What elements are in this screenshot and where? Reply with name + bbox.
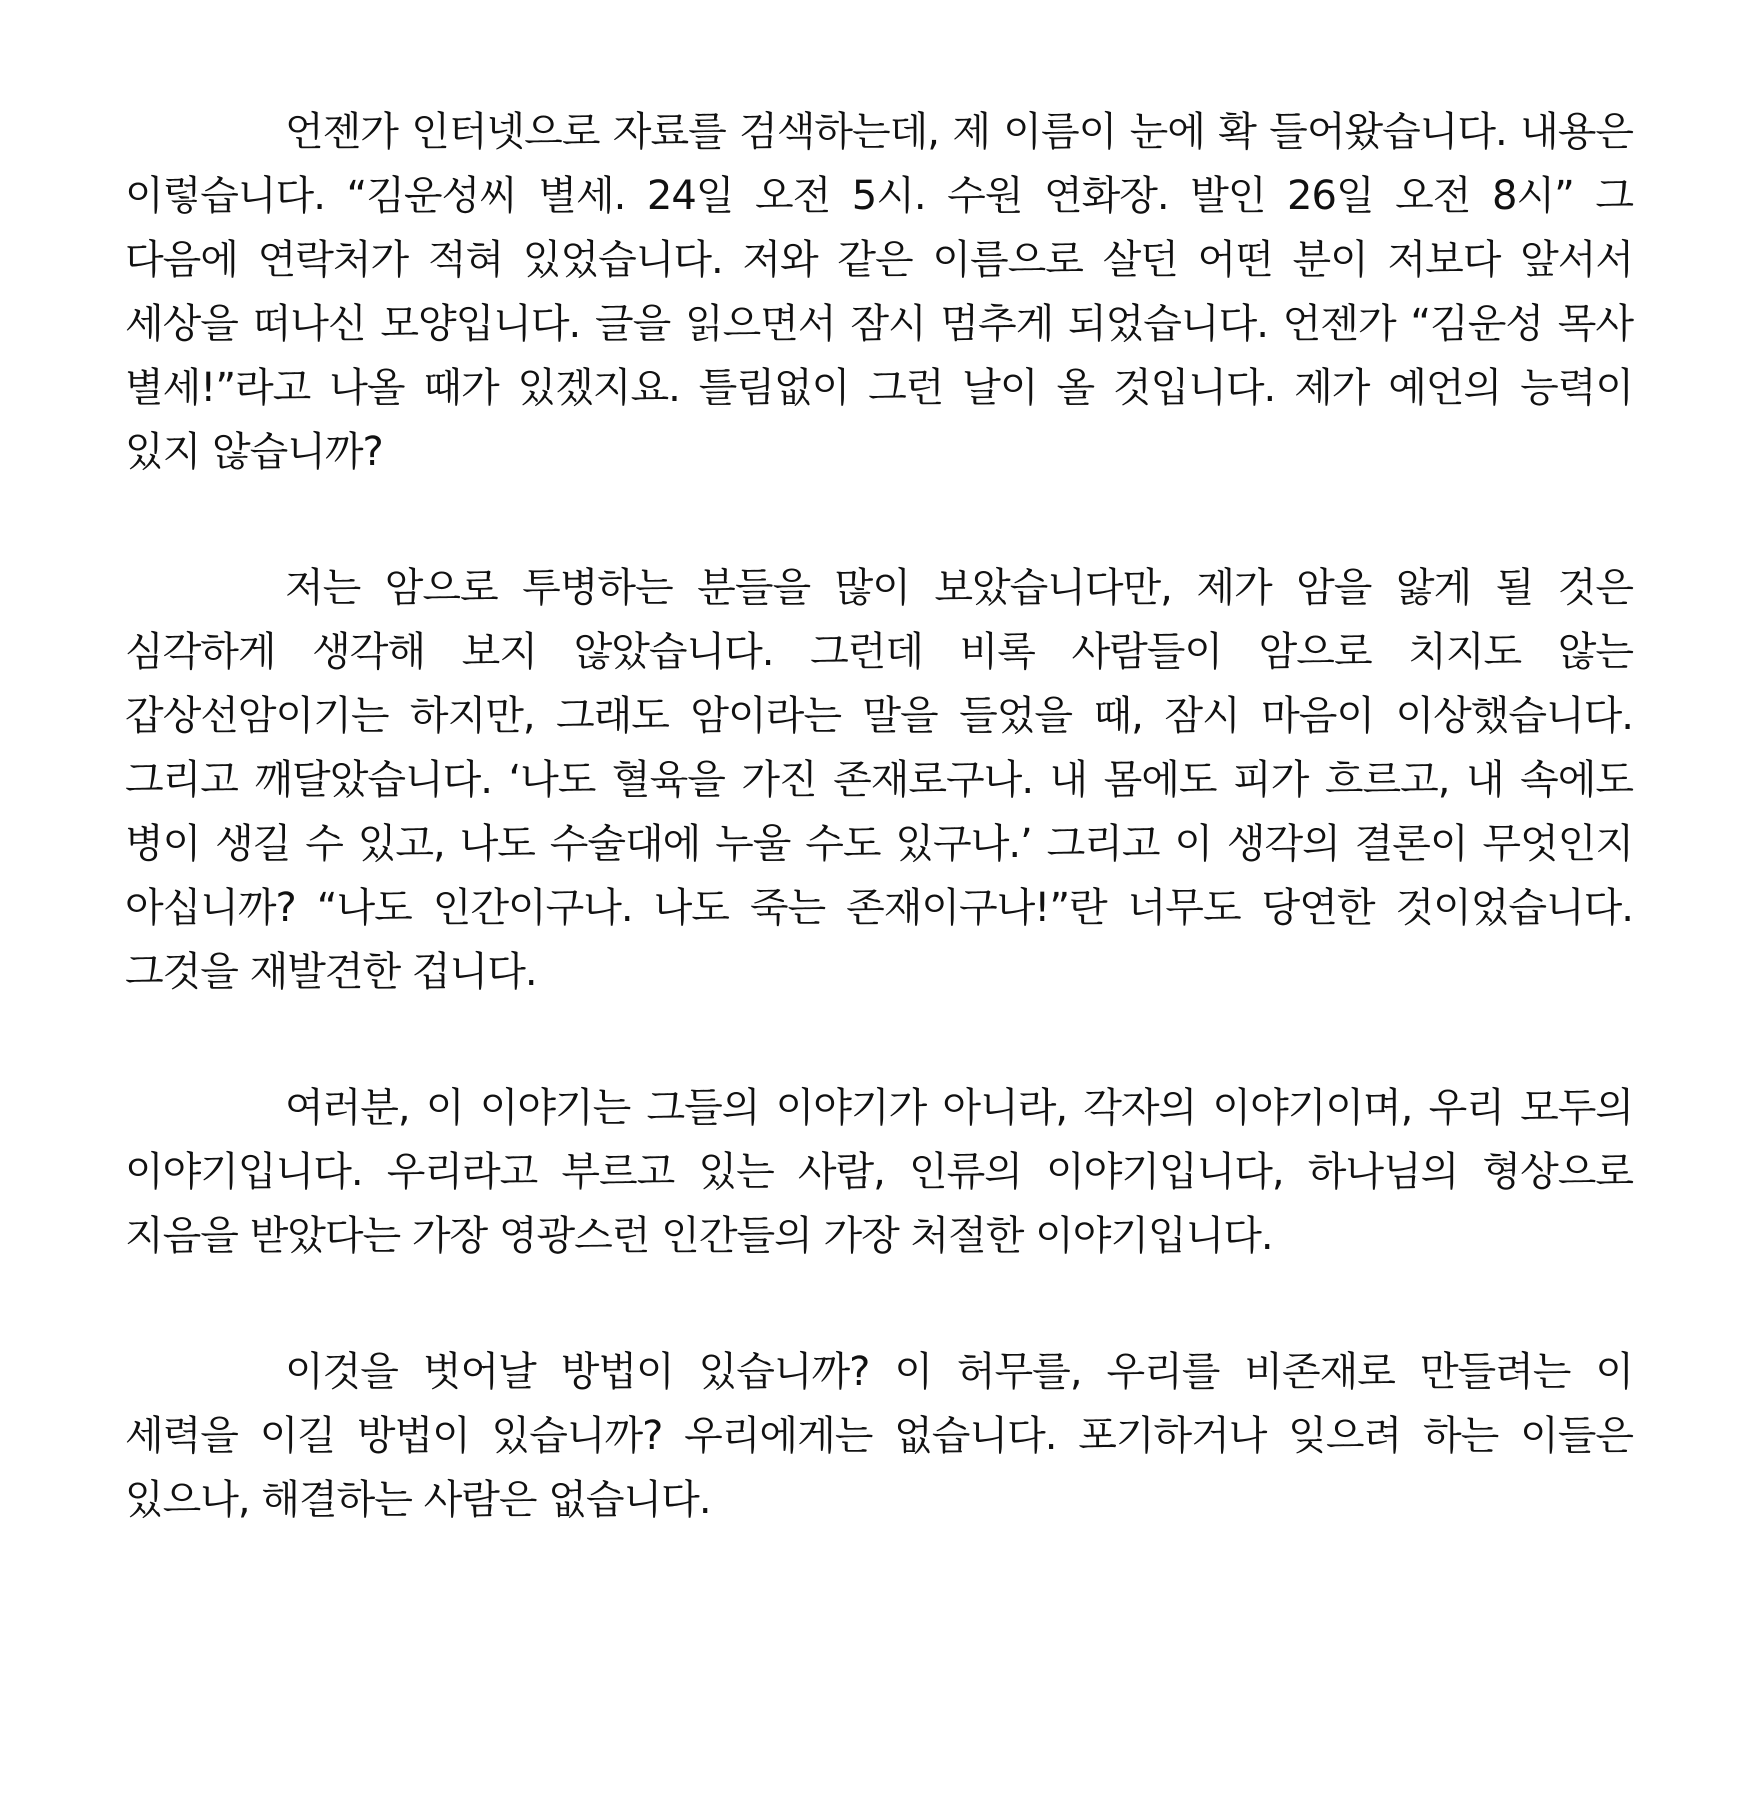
paragraph-1: 언젠가 인터넷으로 자료를 검색하는데, 제 이름이 눈에 확 들어왔습니다. 내용은 이렇습니다. “김운성씨 별세. 24일 오전 5시. 수원 연화장. 발인 26일 오전 8시” 그 다음에 연락처가 적혀 있었습니다. 저와 같은 이름으로 살던 어떤 분이 저보다 앞서서 세상을 떠나신 모양입니다. 글을 읽으면서 잠시 멈추게 되었습니다. 언젠가 “김운성 목사 별세!”라고 나올 때가 있겠지요. 틀림없이 그런 날이 올 것입니다. 제가 예언의 능력이 있지 않습니까? (125, 109, 1633, 475)
document-body (125, 100, 1633, 1532)
paragraph-3: 여러분, 이 이야기는 그들의 이야기가 아니라, 각자의 이야기이며, 우리 모두의 이야기입니다. 우리라고 부르고 있는 사람, 인류의 이야기입니다, 하나님의 형상으로 지음을 받았다는 가장 영광스런 인간들의 가장 처절한 이야기입니다. (125, 1085, 1633, 1259)
paragraph-2: 저는 암으로 투병하는 분들을 많이 보았습니다만, 제가 암을 앓게 될 것은 심각하게 생각해 보지 않았습니다. 그런데 비록 사람들이 암으로 치지도 않는 갑상선암이기는 하지만, 그래도 암이라는 말을 들었을 때, 잠시 마음이 이상했습니다. 그리고 깨달았습니다. ‘나도 혈육을 가진 존재로구나. 내 몸에도 피가 흐르고, 내 속에도 병이 생길 수 있고, 나도 수술대에 누울 수도 있구나.’ 그리고 이 생각의 결론이 무엇인지 아십니까? “나도 인간이구나. 나도 죽는 존재이구나!”란 너무도 당연한 것이었습니다. 그것을 재발견한 겁니다. (125, 565, 1633, 995)
paragraph-4: 이것을 벗어날 방법이 있습니까? 이 허무를, 우리를 비존재로 만들려는 이 세력을 이길 방법이 있습니까? 우리에게는 없습니다. 포기하거나 잊으려 하는 이들은 있으나, 해결하는 사람은 없습니다. (125, 1349, 1633, 1523)
